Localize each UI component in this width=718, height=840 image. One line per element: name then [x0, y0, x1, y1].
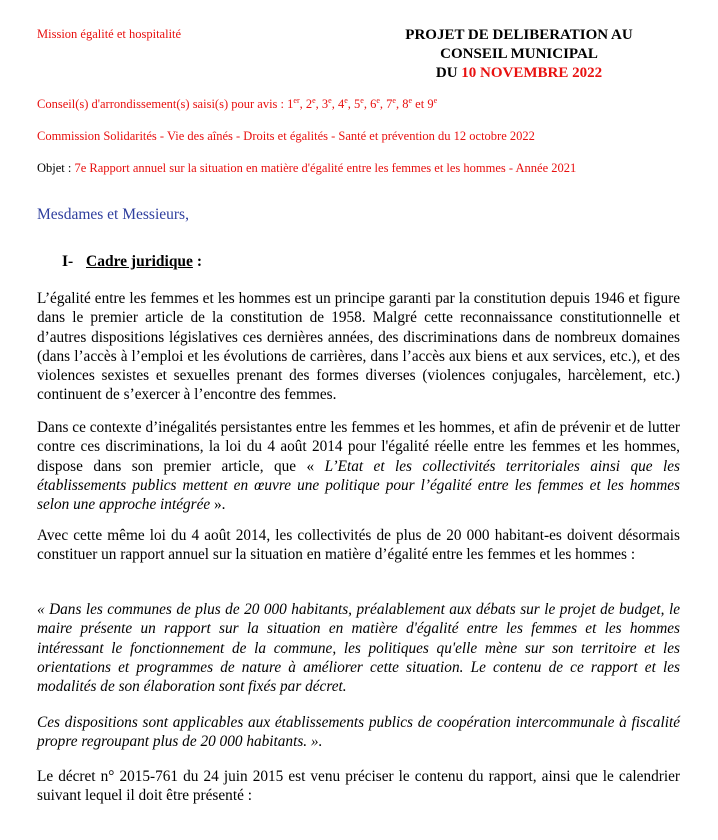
deliberation-title	[384, 26, 654, 83]
conseil-label: Conseil(s) d'arrondissement(s) saisi(s) pour avis :	[37, 97, 288, 111]
paragraph-1: L’égalité entre les femmes et les hommes est un principe garanti par la constitution depuis 1946 et figure dans le premier article de la constitution de 1958. Malgré cette reconnaissance constitutionnelle et d’autres dispositions législatives ces dernières années, des discriminations dans de nombreux domaines (dans l’accès à l’emploi et les évolutions de carrières, dans l’accès aux biens et aux services, etc.), et des violences sexistes et sexuelles prenant des formes diverses (violences conjugales, harcèlement, etc.) continuent de s’exercer à l’encontre des femmes.	[37, 290, 680, 404]
mission-label: Mission égalité et hospitalité	[37, 27, 182, 41]
title-line-1: PROJET DE DELIBERATION AU	[405, 27, 633, 43]
objet-label: Objet :	[37, 161, 75, 175]
objet-text: 7e Rapport annuel sur la situation en matière d'égalité entre les femmes et les hommes - Année 2021	[74, 161, 577, 175]
paragraph-4: Le décret n° 2015-761 du 24 juin 2015 est venu préciser le contenu du rapport, ainsi que le calendrier suivant lequel il doit être présenté :	[37, 768, 680, 805]
arrondissement-number: 2	[305, 97, 313, 111]
title-date	[384, 64, 654, 83]
date-prefix: DU	[435, 65, 462, 81]
paragraph-2-start: Dans ce contexte d’inégalités persistantes entre les femmes et les hommes, et afin de prévenir et de lutter contre ces discriminations, la loi du 4 août 2014 pour l'égalité réelle entre les femmes et les hommes, dispose dans son premier article, que «	[37, 419, 680, 475]
section-title: Cadre juridique	[86, 253, 193, 270]
section-suffix: :	[192, 253, 202, 270]
arrondissement-number: 5	[354, 97, 361, 111]
arrondissement-number: 4	[337, 97, 345, 111]
paragraph-2-end: ».	[210, 496, 226, 514]
arrondissement-suffix: e	[312, 95, 316, 105]
arrondissement-number: 6	[370, 97, 377, 111]
arrondissement-suffix: e	[376, 95, 380, 105]
arrondissement-suffix: e	[433, 95, 438, 105]
arrondissement-suffix: e	[392, 95, 396, 105]
arrondissement-suffix: e	[344, 95, 348, 105]
arrondissement-suffix: e	[328, 95, 332, 105]
conseil-arrondissement	[37, 96, 677, 112]
commission-line: Commission Solidarités - Vie des aînés - Droits et égalités - Santé et prévention du 12 octobre 2022	[37, 129, 535, 143]
paragraph-3: Avec cette même loi du 4 août 2014, les collectivités de plus de 20 000 habitant-es doivent désormais constituer un rapport annuel sur la situation en matière d’égalité entre les femmes et les hommes :	[37, 527, 680, 564]
quote-1: « Dans les communes de plus de 20 000 habitants, préalablement aux débats sur le projet de budget, le maire présente un rapport sur la situation en matière d'égalité entre les femmes et les hommes intéressant le fonctionnement de la commune, les politiques qu'elle mène sur son territoire et les orientations et programmes de nature à améliorer cette situation. Le contenu de ce rapport et les modalités de son élaboration sont fixés par décret.	[37, 601, 680, 696]
arrondissement-number: 7	[386, 97, 393, 111]
arrondissement-suffix: e	[408, 95, 413, 105]
section-number: I-	[62, 253, 74, 270]
arrondissement-list: 1er, 2e, 3e, 4e, 5e, 6e, 7e, 8e et 9e	[287, 95, 438, 111]
objet-line	[37, 160, 687, 176]
arrondissement-number: 1	[287, 97, 294, 111]
arrondissement-suffix: er	[293, 95, 300, 105]
salutation: Mesdames et Messieurs,	[37, 206, 189, 223]
paragraph-2	[37, 418, 680, 514]
arrondissement-number: 8	[402, 97, 409, 111]
date-value: 10 NOVEMBRE 2022	[461, 65, 603, 81]
arrondissement-number: 9	[427, 97, 434, 111]
quote-2: Ces dispositions sont applicables aux établissements publics de coopération intercommunale à fiscalité propre regroupant plus de 20 000 habitants. ».	[37, 714, 680, 751]
paragraph-2-quote: L’Etat et les collectivités territoriales ainsi que les établissements publics mettent en œuvre une politique pour l’égalité entre les femmes et les hommes selon une approche intégrée	[37, 457, 680, 514]
section-heading	[62, 253, 202, 271]
title-line-2: CONSEIL MUNICIPAL	[440, 46, 598, 62]
arrondissement-suffix: e	[360, 95, 364, 105]
arrondissement-number: 3	[321, 97, 329, 111]
